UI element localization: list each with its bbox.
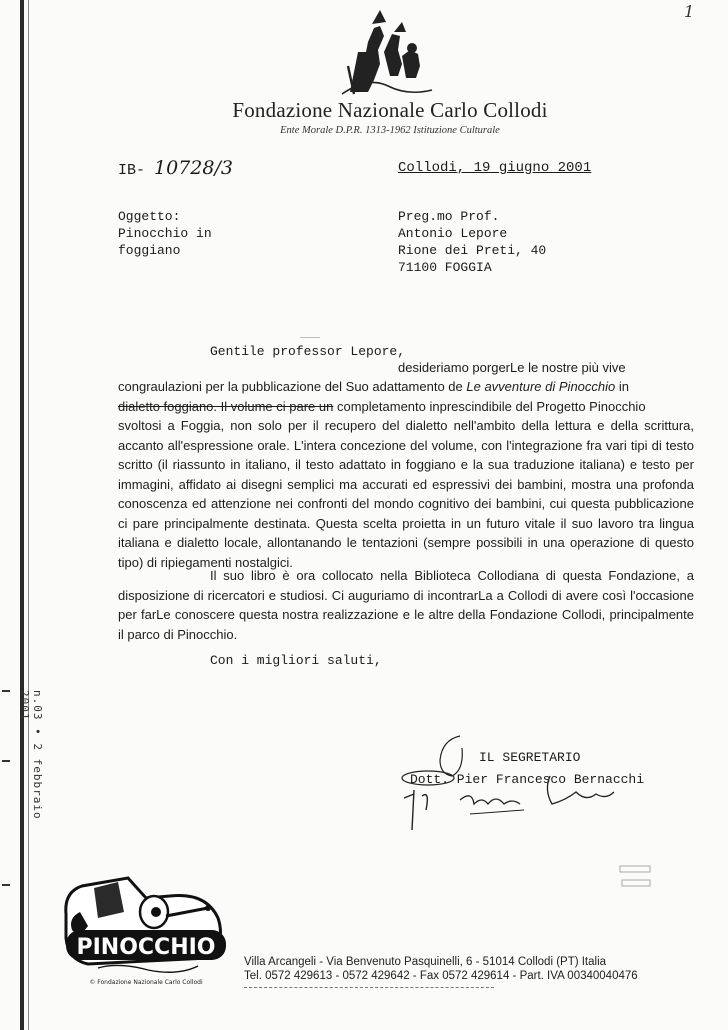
reference-number [118,157,233,179]
page-number-mark: 1 [684,2,695,21]
subject-line: Pinocchio in [118,226,212,241]
scan-mark [2,760,10,762]
paragraph-1-line [118,377,694,397]
recipient-block [398,208,618,276]
subject-block [118,208,278,259]
signature-title: IL SEGRETARIO [479,750,581,765]
faint-stamp [616,860,656,896]
paragraph-2: Il suo libro è ora collocato nella Biblioteca Collodiana di questa Fondazione, a disposizione di ricercatori e studiosi. Ci auguriamo di incontrarLa a Collodi di avere così l'occasione per farLe conoscere questa nostra realizzazione e le altre della Fondazione Collodi, principalmente il parco di Pinocchio. [118,568,694,642]
pinocchio-logo [58,868,234,990]
closing: Con i migliori saluti, [210,653,382,668]
footer-address: Villa Arcangeli - Via Benvenuto Pasquinelli, 6 - 51014 Collodi (PT) Italia [244,956,607,968]
recipient-street: Rione dei Preti, 40 [398,243,547,258]
reference-handwritten: 10728/3 [154,157,233,179]
book-title: Le avventure di Pinocchio [466,379,616,394]
recipient-name: Antonio Lepore [398,226,508,241]
divider [300,337,320,338]
footer-rule [244,987,494,988]
paragraph-1-line [118,397,694,417]
footer-contacts: Tel. 0572 429613 - 0572 429642 - Fax 0572 429614 - Part. IVA 00340040476 [244,970,638,982]
scan-mark [2,884,10,886]
pinocchio-wordmark: PINOCCHIO [76,935,216,960]
body-text: in [618,379,629,394]
paragraph-1-opening: desideriamo porgerLe le nostre più vive [398,360,626,375]
body-text: congraulazioni per la pubblicazione del Suo adattamento de [118,379,463,394]
binding-shadow [28,0,29,1030]
salutation: Gentile professor Lepore, [210,344,406,359]
reference-prefix: IB- [118,162,146,179]
paragraph-1 [118,377,694,572]
foundation-logo [328,6,438,100]
letter-date: Collodi, 19 giugno 2001 [398,160,592,176]
subject-line: foggiano [118,243,181,258]
foundation-subtitle: Ente Morale D.P.R. 1313-1962 Istituzione Culturale [280,125,500,136]
body-text: completamento inprescindibile del Progetto Pinocchio [336,398,646,414]
subject-label: Oggetto: [118,209,181,224]
pinocchio-caption: © Fondazione Nazionale Carlo Collodi [89,979,203,986]
body-text: svoltosi a Foggia, non solo per il recupero del dialetto nell'ambito della lettura e della scrittura, accanto all'espressione orale. L'intera concezione del volume, con l'integrazione fra vari tipi di testo scritto (il riassunto in italiano, il testo adattato in foggiano e la sua traduzione italiana) e testo per immagini, affidato ai disegni semplici ma accurati ed espressivi dei bambini, mostra una profonda conoscenza ed attenzione nei confronti del mondo cognitivo dei bambini, cui questa pubblicazione ci pare principalmente destinata. Questa scelta proietta in un futuro vitale il suo lavoro tra lingua italiana e dialetto locale, allontanando le tentazioni (sempre possibili in una operazione di questo tipo) di ripiegamenti nostalgici. [118,418,694,570]
struck-text: dialetto foggiano. Il volume ci pare un [118,398,334,414]
side-stamp: n.03 • 2 febbraio 2001 [18,690,44,820]
scan-mark [2,690,10,692]
foundation-name: Fondazione Nazionale Carlo Collodi [232,98,548,122]
signature-name: Dott. Pier Francesco Bernacchi [410,772,645,787]
recipient-title: Preg.mo Prof. [398,209,500,224]
binding-edge [20,0,24,1030]
recipient-city: 71100 FOGGIA [398,260,492,275]
